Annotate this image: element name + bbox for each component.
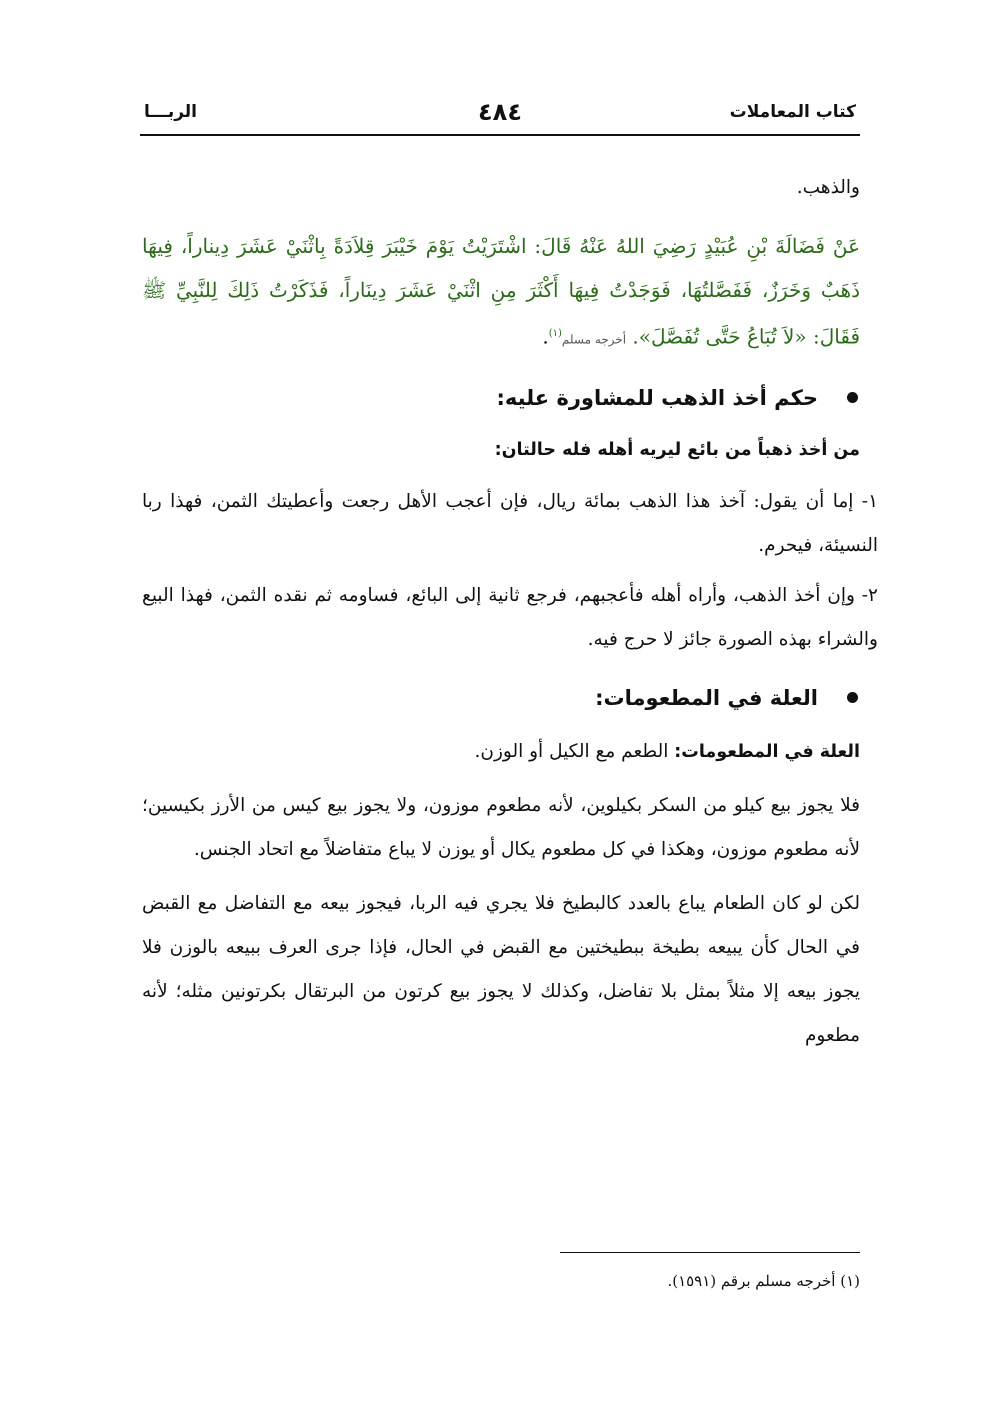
bullet-icon: [847, 392, 858, 403]
chapter-title: الربـــا: [144, 102, 197, 122]
section-heading-gold-consultation: حكم أخذ الذهب للمشاورة عليه:: [142, 376, 860, 420]
numbered-item-1: ١- إما أن يقول: آخذ هذا الذهب بمائة ريال، فإن أعجب الأهل رجعت وأعطيتك الثمن، فهذا ربا النسيئة، فيحرم.: [142, 490, 878, 556]
body-text: [142, 166, 878, 1058]
section-subheading: من أخذ ذهباً من بائع ليريه أهله فله حالتان:: [494, 439, 860, 460]
hadith-attribution: أخرجه مسلم: [561, 332, 627, 347]
paragraph-weighed-foods: فلا يجوز بيع كيلو من السكر بكيلوين، لأنه مطعوم موزون، ولا يجوز بيع كيس من الأرز بكيسين؛ لأنه مطعوم موزون، وهكذا في كل مطعوم يكال أو يوزن لا يباع متفاضلاً مع اتحاد الجنس.: [142, 794, 860, 860]
section-heading-food-cause: العلة في المطعومات:: [142, 676, 860, 720]
hadith-paragraph: عَنْ فَضَالَةَ بْنِ عُبَيْدٍ رَضِيَ اللهُ عَنْهُ قَالَ: اشْتَرَيْتُ يَوْمَ خَيْبَرَ قِلاَدَةً بِاثْنَيْ عَشَرَ دِيناراً، فِيهَا ذَهَبٌ وَخَرَزٌ، فَفَصَّلتُهَا، فَوَجَدْتُ فِيهَا أَكْثَرَ مِنِ اثْنَيْ عَشَرَ دِينَاراً، فَذَكَرْتُ ذَلِكَ لِلنَّبِيِّ ﷺ فَقَالَ: «لاَ تُبَاعُ حَتَّى تُفَصَّلَ». أخرجه مسلم$^{(١)}$.: [142, 234, 860, 349]
book-title: كتاب المعاملات: [729, 102, 856, 122]
footnote: (١) أخرجه مسلم برقم (١٥٩١).: [667, 1272, 860, 1290]
paragraph-counted-foods: لكن لو كان الطعام يباع بالعدد كالبطيخ فلا يجري فيه الربا، فيجوز بيعه مع التفاضل مع القبض في الحال كأن يبيعه بطيخة ببطيختين مع القبض في الحال، فإذا جرى العرف ببيعه بالوزن فلا يجوز بيعه إلا مثلاً بمثل بلا تفاضل، وكذلك لا يجوز بيع كرتون من البرتقال بكرتونين مثله؛ لأنه مطعوم: [142, 892, 860, 1046]
page-header: [140, 100, 860, 136]
page-number: ٤٨٤: [478, 98, 522, 126]
footnote-marker: (١): [548, 328, 562, 339]
footnote-divider: [560, 1252, 860, 1253]
intro-line: والذهب.: [796, 177, 860, 198]
definition-line: العلة في المطعومات: الطعم مع الكيل أو الوزن.: [474, 740, 860, 762]
hadith-text: عَنْ فَضَالَةَ بْنِ عُبَيْدٍ رَضِيَ اللهُ عَنْهُ قَالَ: اشْتَرَيْتُ يَوْمَ خَيْبَرَ قِلاَدَةً بِاثْنَيْ عَشَرَ دِيناراً، فِيهَا ذَهَبٌ وَخَرَزٌ، فَفَصَّلتُهَا، فَوَجَدْتُ فِيهَا أَكْثَرَ مِنِ اثْنَيْ عَشَرَ دِينَاراً، فَذَكَرْتُ ذَلِكَ لِلنَّبِيِّ ﷺ فَقَالَ: «لاَ تُبَاعُ حَتَّى تُفَصَّلَ».: [142, 234, 860, 349]
numbered-item-2: ٢- وإن أخذ الذهب، وأراه أهله فأعجبهم، فرجع ثانية إلى البائع، فساومه ثم نقده الثمن، فهذا البيع والشراء بهذه الصورة جائز لا حرج فيه.: [142, 584, 878, 650]
bullet-icon: [847, 692, 858, 703]
